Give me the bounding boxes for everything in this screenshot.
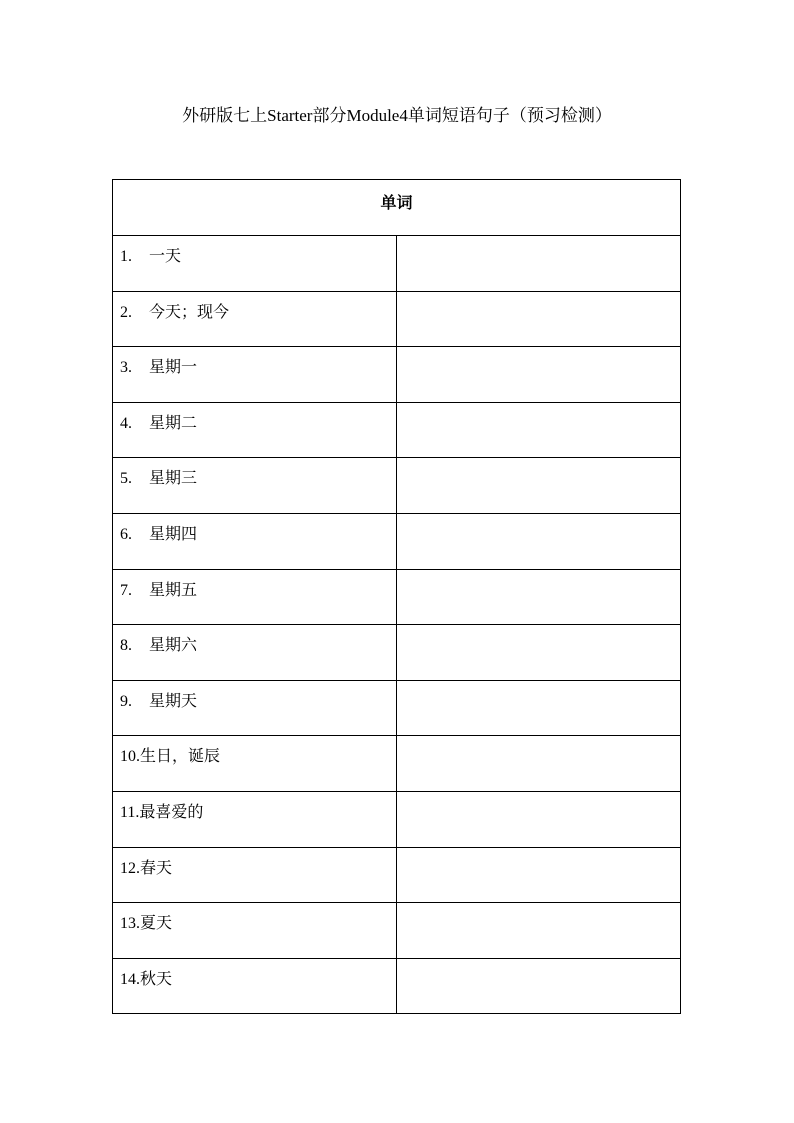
item-number: 6. <box>120 525 132 543</box>
vocab-prompt-cell <box>113 402 397 458</box>
item-number: 7. <box>120 581 132 599</box>
vocab-answer-cell[interactable] <box>397 625 681 681</box>
table-row <box>113 347 681 403</box>
vocab-answer-cell[interactable] <box>397 847 681 903</box>
vocab-prompt-text: 星期四 <box>149 525 198 543</box>
vocab-prompt-cell <box>113 236 397 292</box>
table-row <box>113 569 681 625</box>
table-row <box>113 903 681 959</box>
table-header-row <box>113 180 681 236</box>
vocab-answer-cell[interactable] <box>397 347 681 403</box>
table-header-vocabulary: 单词 <box>113 180 681 236</box>
vocab-prompt-text: 一天 <box>149 248 182 265</box>
table-row <box>113 847 681 903</box>
vocab-answer-cell[interactable] <box>397 736 681 792</box>
vocabulary-table <box>112 179 681 1014</box>
vocab-prompt-cell <box>113 791 397 847</box>
vocab-answer-cell[interactable] <box>397 791 681 847</box>
item-number: 12. <box>120 859 140 877</box>
vocab-answer-cell[interactable] <box>397 402 681 458</box>
table-row <box>113 625 681 681</box>
vocab-answer-cell[interactable] <box>397 680 681 736</box>
item-number: 5. <box>120 470 132 488</box>
table-body <box>113 236 681 1014</box>
item-number: 11. <box>120 803 140 821</box>
vocab-prompt-text: 生日，诞辰 <box>140 748 221 766</box>
vocab-prompt-cell <box>113 569 397 625</box>
item-number: 3. <box>120 359 132 377</box>
vocab-prompt-text: 今天；现今 <box>149 303 230 321</box>
item-number: 2. <box>120 303 132 321</box>
vocab-prompt-text: 最喜爱的 <box>139 803 204 821</box>
vocab-prompt-text: 星期二 <box>149 414 198 432</box>
table-row <box>113 958 681 1014</box>
item-number: 10. <box>120 748 140 766</box>
vocab-prompt-text: 春天 <box>140 859 173 877</box>
vocab-prompt-text: 星期六 <box>149 637 198 655</box>
vocab-prompt-text: 夏天 <box>140 915 173 933</box>
vocab-prompt-cell <box>113 291 397 347</box>
item-number: 1. <box>120 248 132 265</box>
table-row <box>113 791 681 847</box>
item-number: 9. <box>120 692 132 710</box>
vocab-answer-cell[interactable] <box>397 958 681 1014</box>
table-row <box>113 513 681 569</box>
vocab-answer-cell[interactable] <box>397 903 681 959</box>
vocab-prompt-cell <box>113 625 397 681</box>
vocab-prompt-cell <box>113 903 397 959</box>
vocab-prompt-text: 星期一 <box>149 359 198 377</box>
vocab-prompt-cell <box>113 958 397 1014</box>
table-row <box>113 680 681 736</box>
vocab-prompt-cell <box>113 513 397 569</box>
item-number: 4. <box>120 414 132 432</box>
table-row <box>113 402 681 458</box>
vocab-prompt-text: 秋天 <box>140 970 173 988</box>
vocab-answer-cell[interactable] <box>397 569 681 625</box>
vocab-answer-cell[interactable] <box>397 291 681 347</box>
vocab-prompt-cell <box>113 347 397 403</box>
item-number: 13. <box>120 915 140 933</box>
vocab-prompt-cell <box>113 736 397 792</box>
vocab-prompt-cell <box>113 680 397 736</box>
vocab-answer-cell[interactable] <box>397 458 681 514</box>
item-number: 8. <box>120 637 132 655</box>
item-number: 14. <box>120 970 140 988</box>
table-row <box>113 736 681 792</box>
vocab-prompt-cell <box>113 847 397 903</box>
vocab-prompt-cell <box>113 458 397 514</box>
vocab-prompt-text: 星期三 <box>149 470 198 488</box>
vocab-answer-cell[interactable] <box>397 513 681 569</box>
vocab-prompt-text: 星期天 <box>149 692 198 710</box>
table-row <box>113 458 681 514</box>
table-row <box>113 236 681 292</box>
document-title: 外研版七上Starter部分Module4单词短语句子（预习检测） <box>182 106 612 125</box>
vocab-answer-cell[interactable] <box>397 236 681 292</box>
table-row <box>113 291 681 347</box>
vocab-prompt-text: 星期五 <box>149 581 198 599</box>
